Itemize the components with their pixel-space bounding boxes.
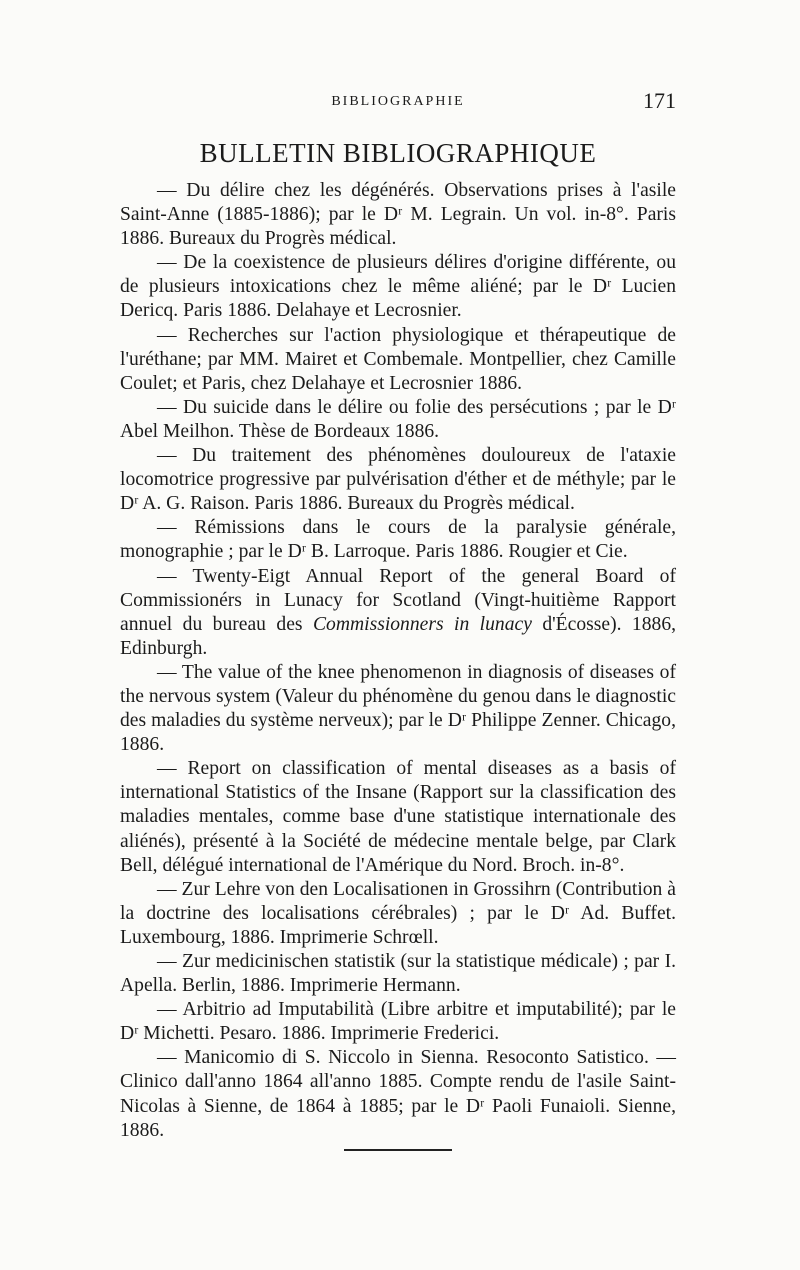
book-page [120, 88, 676, 1151]
section-title: BULLETIN BIBLIOGRAPHIQUE [199, 138, 597, 168]
bibliography-entry: — Arbitrio ad Imputabilità (Libre arbitre et imputabilité); par le Dʳ Michetti. Pesaro. 1886. Imprimerie Frederici. [120, 999, 676, 1045]
bibliography-entry: — Zur Lehre von den Localisationen in Grossihrn (Contribution à la doctrine des localisations cérébrales) ; par le Dʳ Ad. Buffet. Luxembourg, 1886. Imprimerie Schrœll. [120, 878, 676, 948]
bibliography-entry: — Du suicide dans le délire ou folie des persécutions ; par le Dʳ Abel Meilhon. Thèse de Bordeaux 1886. [120, 396, 676, 442]
entry-italic-title: Commissionners in lunacy [312, 613, 532, 635]
bibliography-entry: — De la coexistence de plusieurs délires d'origine différente, ou de plusieurs intoxications chez le même aliéné; par le Dʳ Lucien Dericq. Paris 1886. Delahaye et Lecrosnier. [120, 252, 676, 322]
running-title: BIBLIOGRAPHIE [331, 94, 465, 109]
page-number: 171 [643, 88, 676, 113]
bibliography-entry: — Manicomio di S. Niccolo in Sienna. Resoconto Satistico. — Clinico dall'anno 1864 all'anno 1885. Compte rendu de l'asile Saint-Nicolas à Sienne, de 1864 à 1885; par le Dʳ Paoli Funaioli. Sienne, 1886. [120, 1047, 676, 1141]
entry-text: d'Écosse). 1886, Edinburgh. [120, 613, 677, 659]
bibliography-entry: — Du délire chez les dégénérés. Observations prises à l'asile Saint-Anne (1885-1886); par le Dʳ M. Legrain. Un vol. in-8°. Paris 1886. Bureaux du Progrès médical. [120, 180, 676, 250]
bibliography-entry [120, 565, 676, 661]
bibliography-entry: — The value of the knee phenomenon in diagnosis of diseases of the nervous system (Valeur du phénomène du genou dans le diagnostic des maladies du système nerveux); par le Dʳ Philippe Zenner. Chicago, 1886. [120, 661, 676, 756]
bibliography-entry: — Recherches sur l'action physiologique et thérapeutique de l'uréthane; par MM. Mairet et Combemale. Montpellier, chez Camille Coulet; et Paris, chez Delahaye et Lecrosnier 1886. [120, 324, 676, 394]
closing-rule [344, 1149, 452, 1151]
running-head [120, 88, 676, 124]
entry-text: — Twenty-Eigt Annual Report of the general Board of Commissionérs in Lunacy for Scotland (Vingt-huitième Rapport annuel du bureau des [120, 565, 676, 635]
bibliography-entry: — Report on classification of mental diseases as a basis of international Statistics of the Insane (Rapport sur la classification des maladies mentales, comme base d'une statistique internationale des aliénés), présenté à la Société de médecine mentale belge, par Clark Bell, délégué international de l'Amérique du Nord. Broch. in-8°. [120, 758, 676, 876]
bibliography-entry: — Du traitement des phénomènes douloureux de l'ataxie locomotrice progressive par pulvérisation d'éther et de méthyle; par le Dʳ A. G. Raison. Paris 1886. Bureaux du Progrès médical. [120, 445, 676, 515]
bibliography-entry: — Zur medicinischen statistik (sur la statistique médicale) ; par I. Apella. Berlin, 1886. Imprimerie Hermann. [120, 951, 676, 997]
bibliography-list [120, 179, 676, 1143]
bibliography-entry: — Rémissions dans le cours de la paralysie générale, monographie ; par le Dʳ B. Larroque. Paris 1886. Rougier et Cie. [120, 517, 676, 563]
